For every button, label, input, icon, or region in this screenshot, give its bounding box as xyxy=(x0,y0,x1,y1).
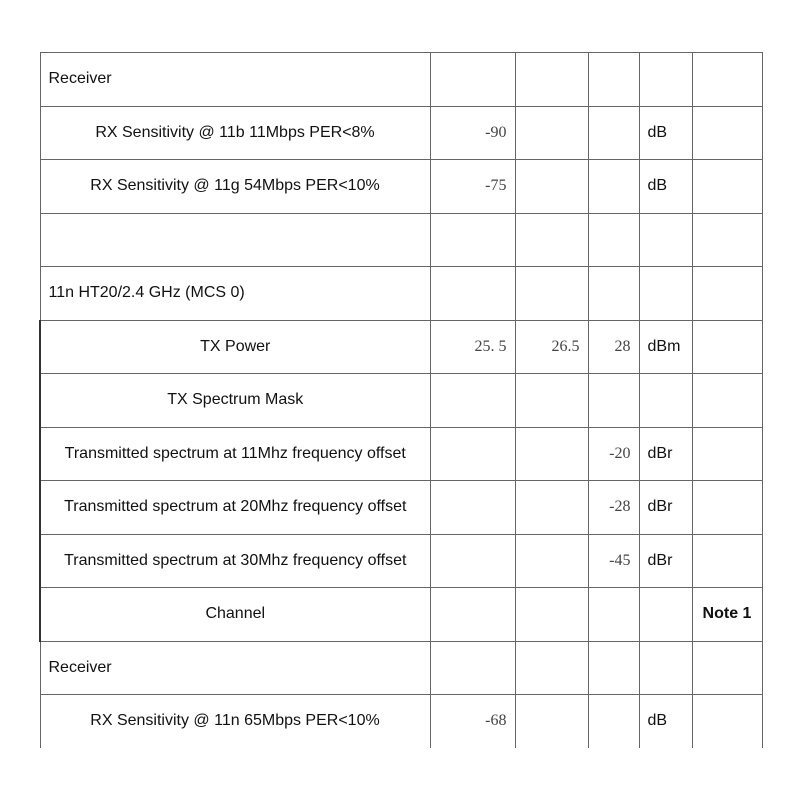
typ-cell xyxy=(515,588,588,642)
table-row xyxy=(40,106,762,160)
unit-cell xyxy=(639,641,692,695)
min-cell xyxy=(430,427,515,481)
typ-cell xyxy=(515,534,588,588)
max-cell xyxy=(588,213,639,267)
table-row xyxy=(40,213,762,267)
note-cell xyxy=(692,106,762,160)
param-cell: Transmitted spectrum at 20Mhz frequency offset xyxy=(40,481,430,535)
unit-cell: dBr xyxy=(639,427,692,481)
max-cell: -45 xyxy=(588,534,639,588)
param-cell: Channel xyxy=(40,588,430,642)
note-cell: Note 1 xyxy=(692,588,762,642)
min-cell xyxy=(430,267,515,321)
param-cell: TX Power xyxy=(40,320,430,374)
note-cell xyxy=(692,160,762,214)
note-cell xyxy=(692,641,762,695)
max-cell xyxy=(588,106,639,160)
table-row xyxy=(40,320,762,374)
unit-cell xyxy=(639,213,692,267)
note-cell xyxy=(692,213,762,267)
param-cell: RX Sensitivity @ 11n 65Mbps PER<10% xyxy=(40,695,430,748)
table-row xyxy=(40,427,762,481)
param-cell xyxy=(40,213,430,267)
table-row xyxy=(40,481,762,535)
max-cell xyxy=(588,267,639,321)
typ-cell xyxy=(515,374,588,428)
note-cell xyxy=(692,481,762,535)
table-row xyxy=(40,641,762,695)
typ-cell xyxy=(515,695,588,748)
param-cell: RX Sensitivity @ 11g 54Mbps PER<10% xyxy=(40,160,430,214)
unit-cell: dBm xyxy=(639,320,692,374)
max-cell: -20 xyxy=(588,427,639,481)
typ-cell xyxy=(515,213,588,267)
unit-cell xyxy=(639,374,692,428)
table-row xyxy=(40,588,762,642)
typ-cell xyxy=(515,641,588,695)
unit-cell: dB xyxy=(639,106,692,160)
typ-cell xyxy=(515,481,588,535)
min-cell xyxy=(430,53,515,107)
spec-table xyxy=(39,52,763,748)
min-cell xyxy=(430,641,515,695)
max-cell: 28 xyxy=(588,320,639,374)
param-cell: Transmitted spectrum at 11Mhz frequency offset xyxy=(40,427,430,481)
typ-cell: 26.5 xyxy=(515,320,588,374)
table-row xyxy=(40,53,762,107)
note-cell xyxy=(692,53,762,107)
min-cell xyxy=(430,588,515,642)
max-cell xyxy=(588,641,639,695)
min-cell: 25. 5 xyxy=(430,320,515,374)
note-cell xyxy=(692,695,762,748)
param-cell: RX Sensitivity @ 11b 11Mbps PER<8% xyxy=(40,106,430,160)
min-cell xyxy=(430,374,515,428)
param-cell: 11n HT20/2.4 GHz (MCS 0) xyxy=(40,267,430,321)
min-cell: -75 xyxy=(430,160,515,214)
min-cell xyxy=(430,481,515,535)
note-cell xyxy=(692,374,762,428)
param-cell: Transmitted spectrum at 30Mhz frequency offset xyxy=(40,534,430,588)
max-cell xyxy=(588,374,639,428)
typ-cell xyxy=(515,106,588,160)
unit-cell: dB xyxy=(639,160,692,214)
note-cell xyxy=(692,320,762,374)
unit-cell xyxy=(639,267,692,321)
table-row xyxy=(40,374,762,428)
max-cell xyxy=(588,588,639,642)
max-cell xyxy=(588,160,639,214)
unit-cell xyxy=(639,588,692,642)
typ-cell xyxy=(515,160,588,214)
min-cell xyxy=(430,534,515,588)
unit-cell: dB xyxy=(639,695,692,748)
min-cell xyxy=(430,213,515,267)
min-cell: -68 xyxy=(430,695,515,748)
typ-cell xyxy=(515,427,588,481)
table-row xyxy=(40,534,762,588)
max-cell: -28 xyxy=(588,481,639,535)
param-cell: TX Spectrum Mask xyxy=(40,374,430,428)
max-cell xyxy=(588,695,639,748)
param-cell: Receiver xyxy=(40,641,430,695)
param-cell: Receiver xyxy=(40,53,430,107)
unit-cell: dBr xyxy=(639,481,692,535)
typ-cell xyxy=(515,53,588,107)
min-cell: -90 xyxy=(430,106,515,160)
typ-cell xyxy=(515,267,588,321)
note-cell xyxy=(692,534,762,588)
max-cell xyxy=(588,53,639,107)
table-row xyxy=(40,160,762,214)
table-row xyxy=(40,695,762,748)
unit-cell xyxy=(639,53,692,107)
note-cell xyxy=(692,267,762,321)
note-cell xyxy=(692,427,762,481)
table-row xyxy=(40,267,762,321)
unit-cell: dBr xyxy=(639,534,692,588)
